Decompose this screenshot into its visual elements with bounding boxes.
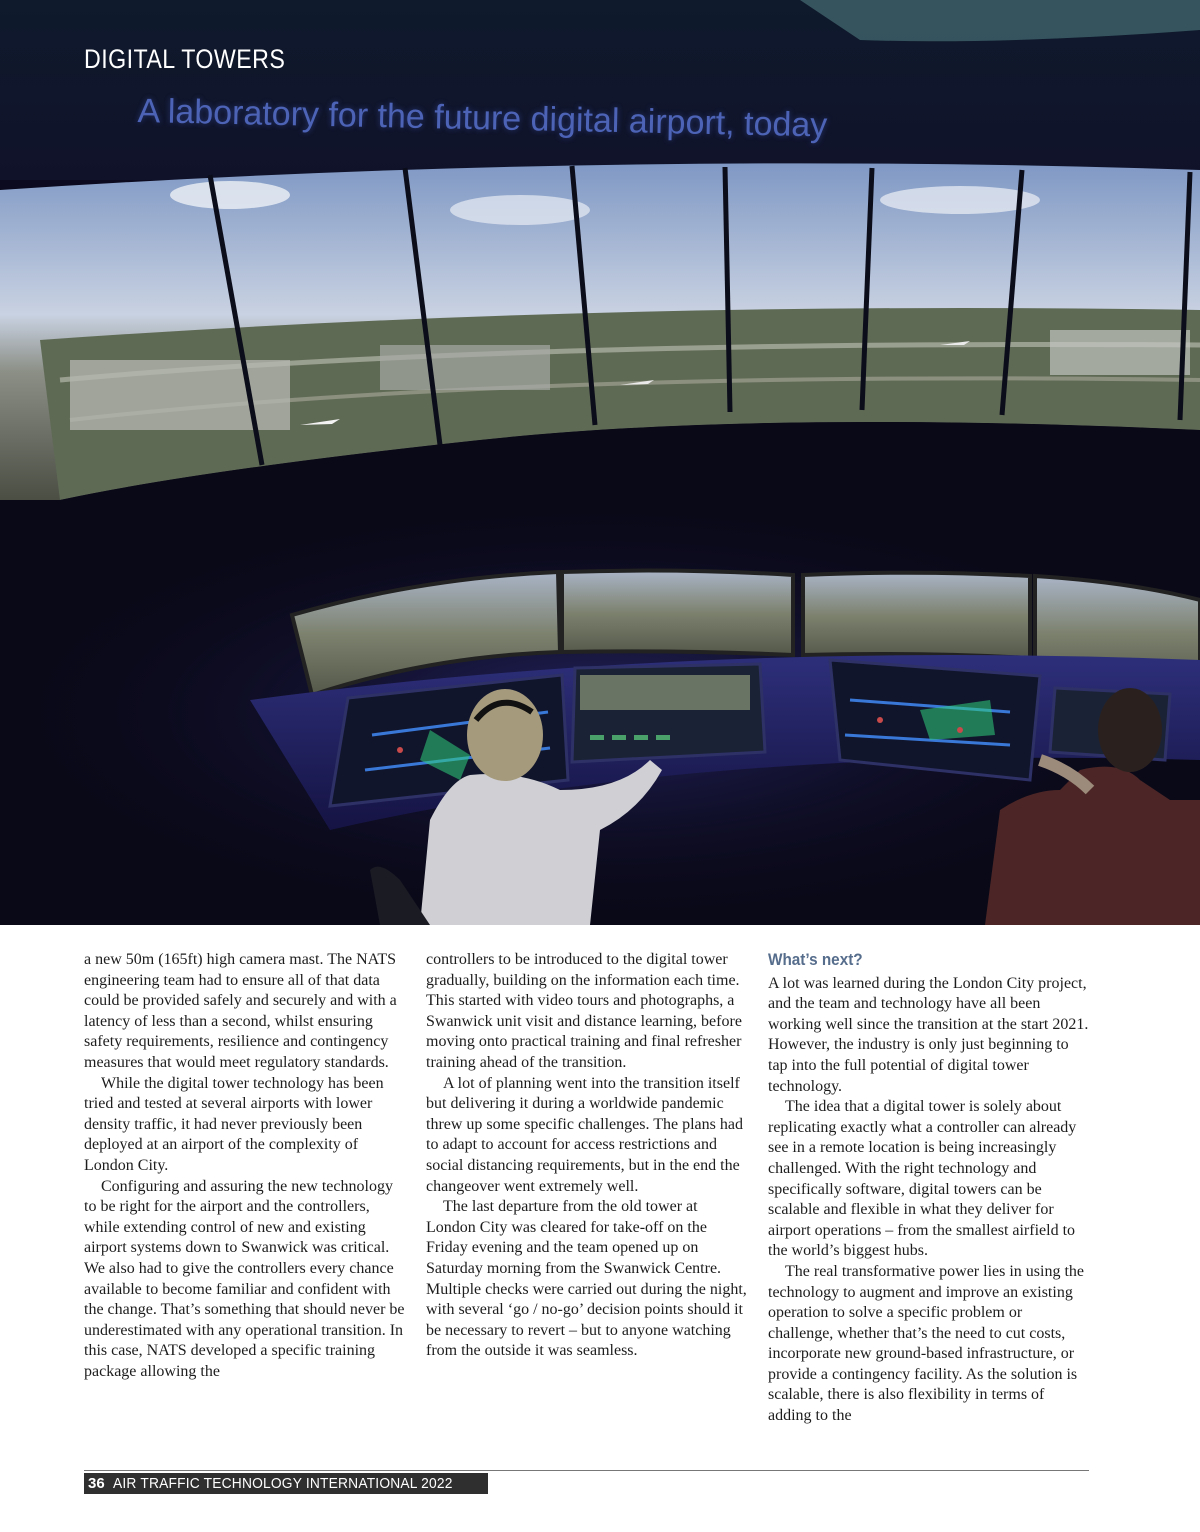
wall-sign-text: A laboratory for the future digital airport, today: [137, 92, 828, 145]
paragraph: The last departure from the old tower at London City was cleared for take-off on the Friday evening and the team opened up on Saturday morning from the Swanwick Centre. Multiple checks were carried out during the night, with several ‘go / no-go’ decision points should it be necessary to revert – but to anyone watching from the outside it was seamless.: [426, 1198, 747, 1360]
publication-title: AIR TRAFFIC TECHNOLOGY INTERNATIONAL 2022: [112, 1475, 453, 1492]
paragraph: The idea that a digital tower is solely about replicating exactly what a controller can already see in a remote location is being increasingly challenged. With the right technology and specifically software, digital towers can be scalable and flexible in what they deliver for airport operations – from the smallest airfield to the world’s biggest hubs.: [768, 1098, 1077, 1260]
paragraph: Configuring and assuring the new technology to be right for the airport and the controllers, while extending control of new and existing airport systems down to Swanwick was critical. We also had to give the controllers every chance available to become familiar and confident with the change. That’s something that should never be underestimated with any operational transition. In this case, NATS developed a specific training package allowing the: [84, 1177, 405, 1380]
paragraph: A lot was learned during the London City project, and the team and technology have all been working well since the transition at the start 2021. However, the industry is only just beginning to tap into the full potential of digital tower technology.: [768, 974, 1089, 1095]
paragraph: controllers to be introduced to the digital tower gradually, building on the information each time. This started with video tours and photographs, a Swanwick unit visit and distance learning, before moving onto practical training and final refresher training ahead of the transition.: [426, 951, 742, 1071]
page-number: 36: [88, 1475, 105, 1492]
article-column-2: [426, 950, 748, 1362]
article-column-3: [768, 950, 1090, 1427]
paragraph: The real transformative power lies in using the technology to augment and improve an existing operation to solve a specific problem or challenge, whether that’s the need to cut costs, incorporate new ground-based infrastructure, or provide a contingency facility. As the solution is scalable, there is also flexibility in terms of adding to the: [768, 1262, 1085, 1425]
footer-divider: [84, 1470, 1089, 1471]
paragraph: a new 50m (165ft) high camera mast. The NATS engineering team had to ensure all of that data could be provided safely and securely and with a latency of less than a second, whilst ensuring safety requirements, resilience and contingency measures that would meet regulatory standards.: [84, 951, 397, 1071]
article-column-1: [84, 950, 406, 1382]
page-footer: [84, 1473, 488, 1494]
section-label: DIGITAL TOWERS: [84, 44, 286, 74]
paragraph: While the digital tower technology has been tried and tested at several airports with lower density traffic, it had never previously been deployed at an airport of the complexity of London City.: [84, 1074, 384, 1174]
section-subhead: What’s next?: [768, 950, 863, 969]
paragraph: A lot of planning went into the transition itself but delivering it during a worldwide pandemic threw up some specific challenges. The plans had to adapt to account for access restrictions and social distancing requirements, but in the end the changeover went extremely well.: [426, 1074, 743, 1195]
